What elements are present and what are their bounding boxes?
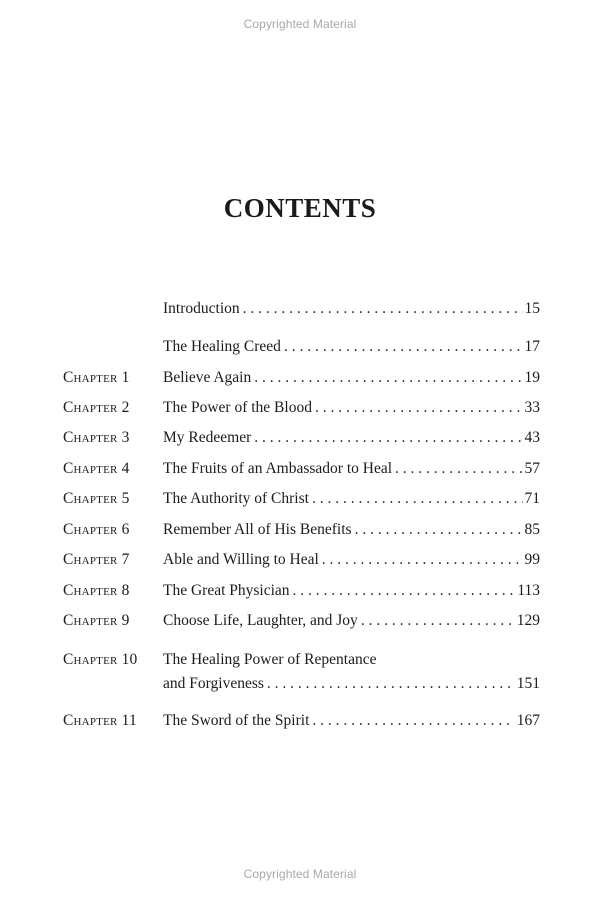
- page-number: 15: [524, 300, 540, 317]
- chapter-label: Chapter 11: [63, 712, 137, 729]
- toc-chapter-8: [0, 582, 600, 606]
- entry-title: The Authority of Christ: [163, 490, 309, 507]
- dot-leader: [361, 612, 515, 630]
- toc-entry: [163, 712, 540, 730]
- toc-chapter-4: [0, 460, 600, 484]
- dot-leader: [315, 399, 523, 417]
- page-number: 99: [524, 551, 540, 568]
- toc-chapter-11: [0, 712, 600, 736]
- chapter-label: Chapter 5: [63, 490, 130, 507]
- toc-chapter-7: [0, 551, 600, 575]
- entry-title: My Redeemer: [163, 429, 252, 446]
- entry-title-line1: The Healing Power of Repentance: [163, 651, 377, 668]
- toc-chapter-2: [0, 399, 600, 423]
- toc-entry: [163, 612, 540, 630]
- page-number: 33: [524, 399, 540, 416]
- toc-entry: [163, 582, 540, 600]
- entry-title: The Great Physician: [163, 582, 290, 599]
- entry-title: Remember All of His Benefits: [163, 521, 352, 538]
- dot-leader: [267, 675, 515, 693]
- chapter-label: Chapter 9: [63, 612, 130, 629]
- page-number: 19: [524, 369, 540, 386]
- toc-entry: [163, 338, 540, 356]
- dot-leader: [254, 369, 522, 387]
- toc-entry: [163, 675, 540, 693]
- dot-leader: [395, 460, 522, 478]
- page-number: 113: [517, 582, 540, 599]
- page-number: 17: [524, 338, 540, 355]
- page-number: 167: [516, 712, 540, 729]
- toc-chapter-10: [0, 651, 600, 701]
- page-number: 71: [524, 490, 540, 507]
- chapter-label: Chapter 10: [63, 651, 138, 668]
- chapter-label: Chapter 4: [63, 460, 130, 477]
- toc-chapter-1: [0, 369, 600, 393]
- page-number: 129: [516, 612, 540, 629]
- chapter-label: Chapter 8: [63, 582, 130, 599]
- toc-entry: [163, 399, 540, 417]
- toc-entry: [163, 460, 540, 478]
- page-number: 57: [524, 460, 540, 477]
- entry-title: The Sword of the Spirit: [163, 712, 310, 729]
- toc-entry: [163, 429, 540, 447]
- toc-entry: [163, 521, 540, 539]
- dot-leader: [355, 521, 523, 539]
- page-number: 85: [524, 521, 540, 538]
- entry-title: Able and Willing to Heal: [163, 551, 319, 568]
- toc-entry: [163, 369, 540, 387]
- dot-leader: [293, 582, 516, 600]
- entry-title: The Power of the Blood: [163, 399, 312, 416]
- toc-entry: [163, 551, 540, 569]
- page-number: 43: [524, 429, 540, 446]
- dot-leader: [312, 712, 514, 730]
- chapter-label: Chapter 6: [63, 521, 130, 538]
- page-number: 151: [516, 675, 540, 692]
- chapter-label: Chapter 2: [63, 399, 130, 416]
- entry-title: The Healing Creed: [163, 338, 281, 355]
- dot-leader: [322, 551, 523, 569]
- entry-title: Choose Life, Laughter, and Joy: [163, 612, 358, 629]
- dot-leader: [312, 490, 523, 508]
- copyright-watermark-bottom: Copyrighted Material: [243, 867, 357, 881]
- entry-title: Believe Again: [163, 369, 252, 386]
- entry-title: Introduction: [163, 300, 240, 317]
- chapter-label: Chapter 3: [63, 429, 130, 446]
- dot-leader: [254, 429, 522, 447]
- entry-title-line2: and Forgiveness: [163, 675, 264, 692]
- toc-chapter-9: [0, 612, 600, 636]
- toc-entry-introduction: [0, 300, 600, 324]
- toc-entry-healing-creed: [0, 338, 600, 362]
- toc-chapter-6: [0, 521, 600, 545]
- toc-entry: [163, 300, 540, 318]
- toc-chapter-3: [0, 429, 600, 453]
- entry-title: The Fruits of an Ambassador to Heal: [163, 460, 393, 477]
- dot-leader: [243, 300, 523, 318]
- page-title: CONTENTS: [223, 193, 377, 223]
- chapter-label: Chapter 7: [63, 551, 130, 568]
- dot-leader: [284, 338, 523, 356]
- toc-chapter-5: [0, 490, 600, 514]
- toc-entry: [163, 490, 540, 508]
- chapter-label: Chapter 1: [63, 369, 130, 386]
- copyright-watermark-top: Copyrighted Material: [243, 17, 357, 31]
